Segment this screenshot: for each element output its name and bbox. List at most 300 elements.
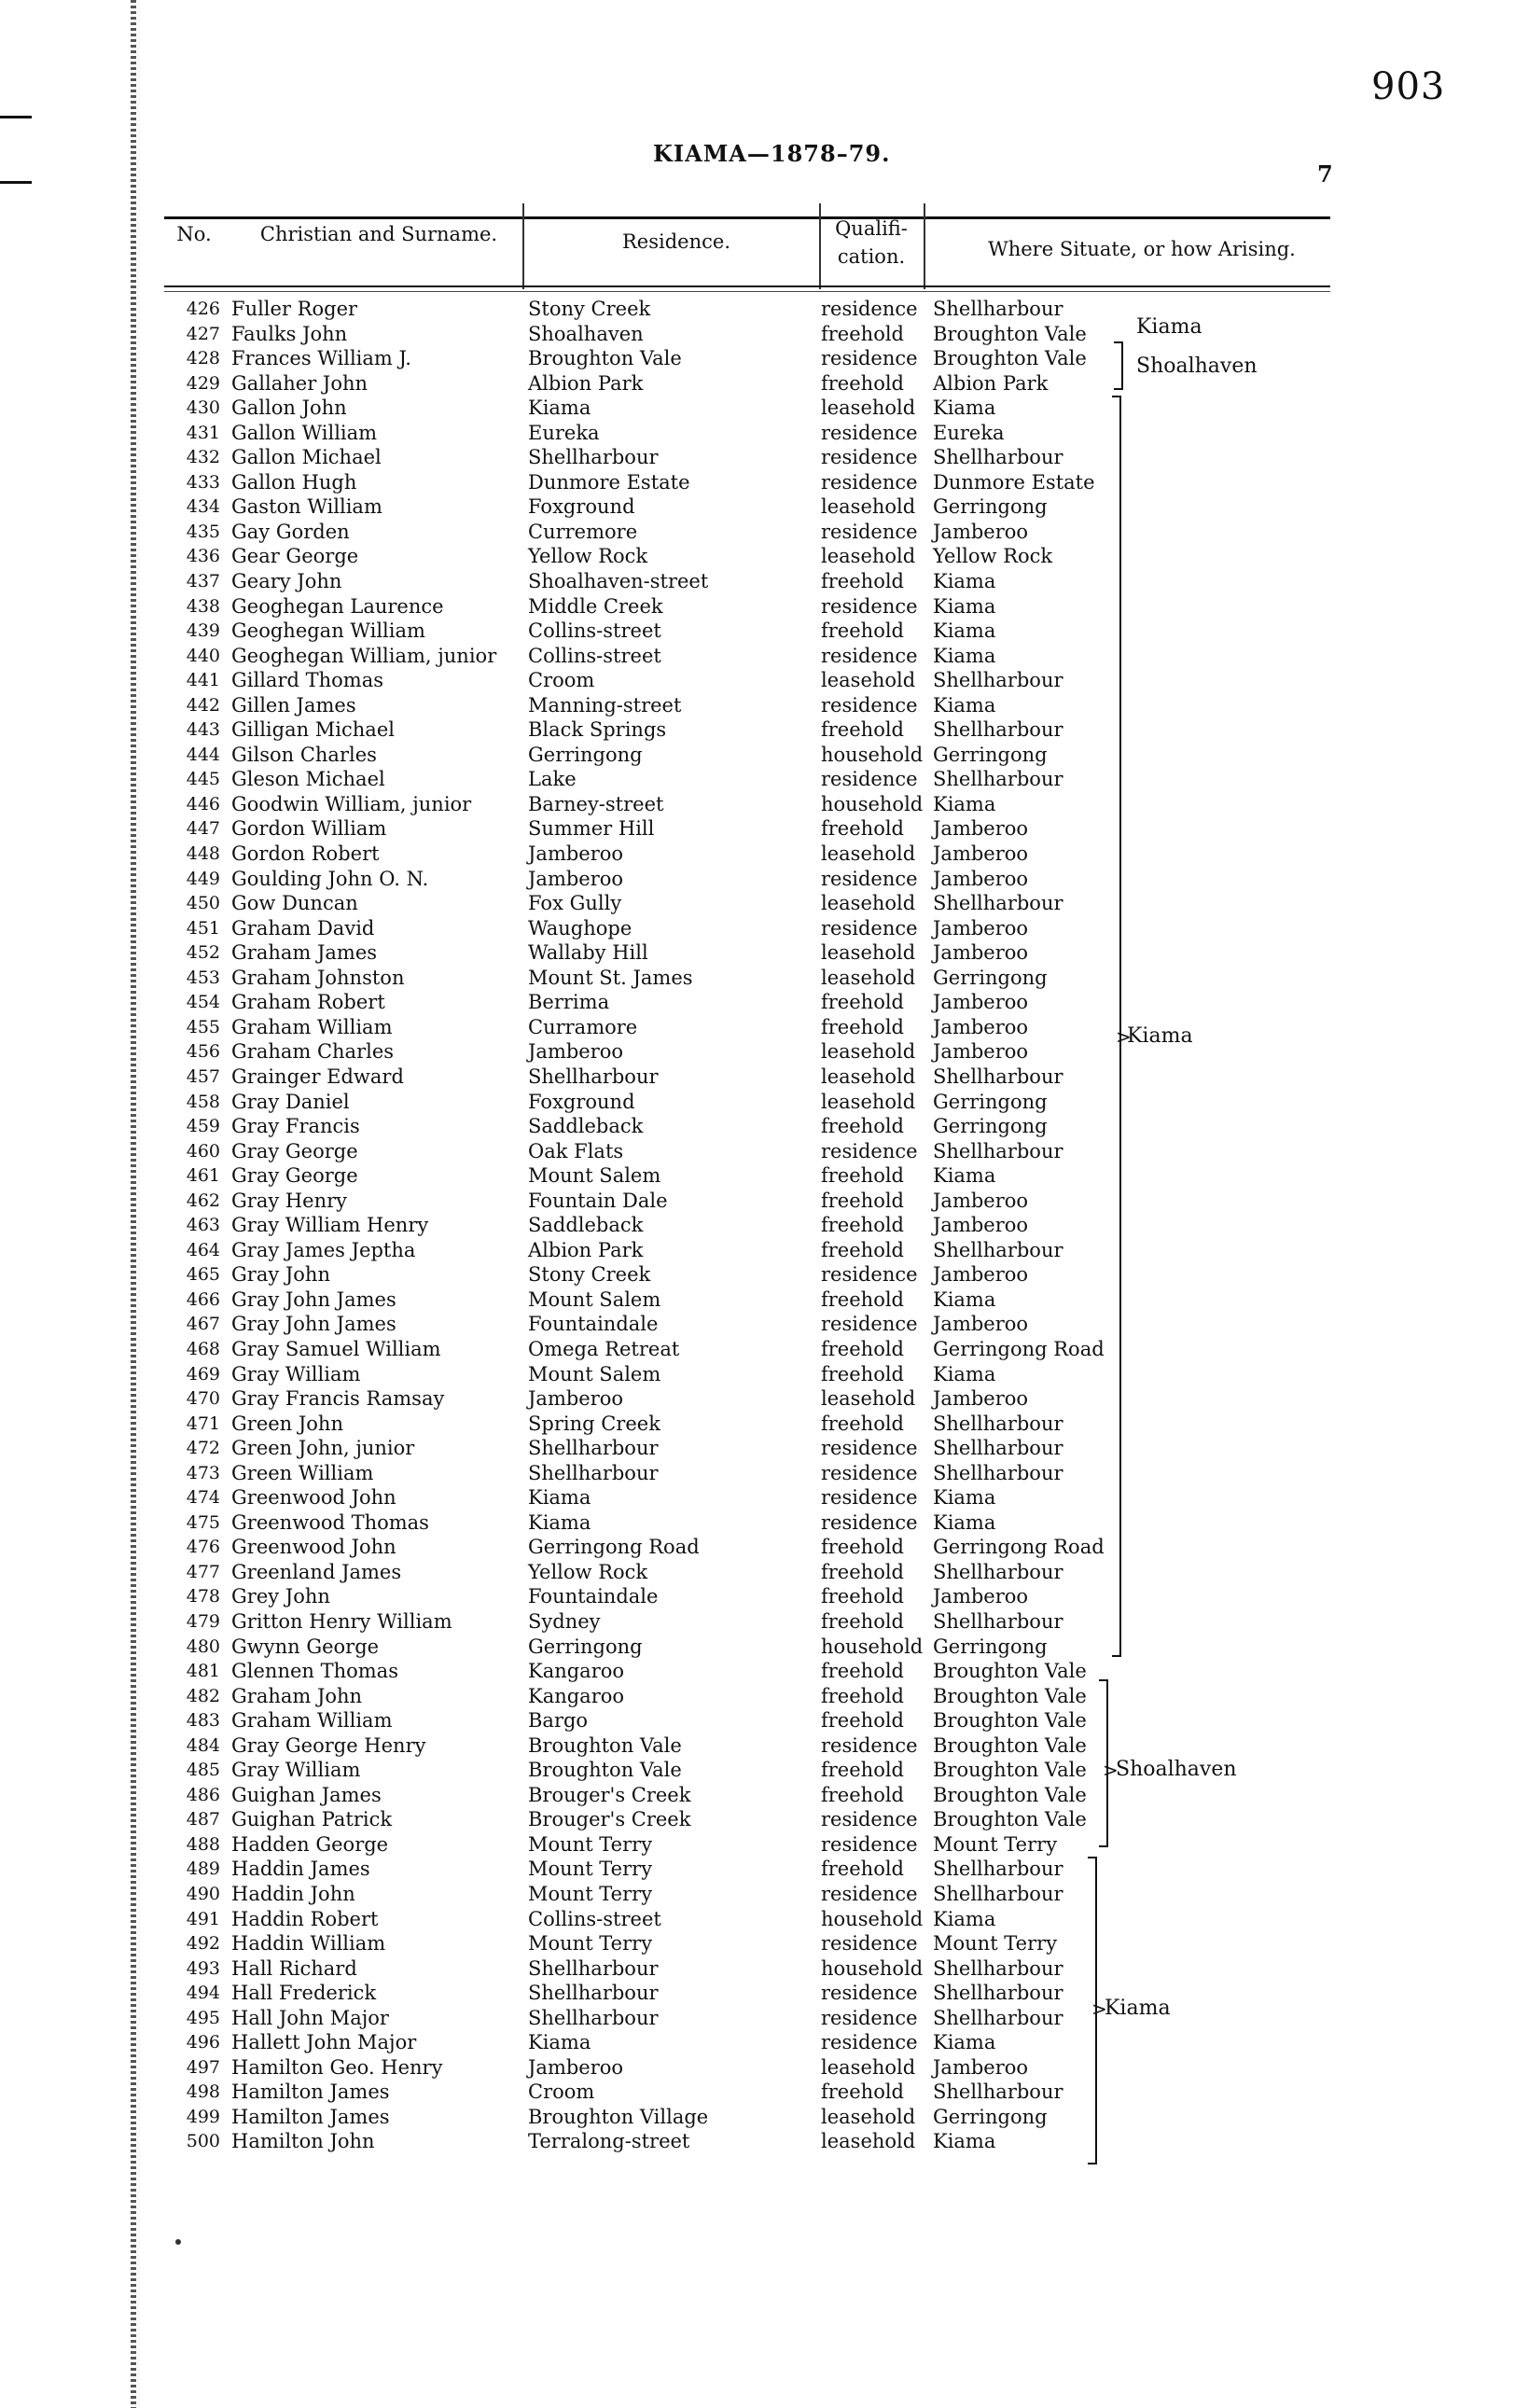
elector-residence: Saddleback (528, 1115, 644, 1138)
margin-mark (0, 116, 32, 118)
elector-number: 432 (186, 447, 220, 468)
elector-where-situate: Jamberoo (933, 2055, 1029, 2079)
elector-where-situate: Jamberoo (933, 1387, 1029, 1411)
elector-number: 464 (186, 1239, 220, 1260)
table-row (0, 371, 1515, 397)
elector-qualification: freehold (821, 1164, 904, 1188)
table-row (0, 842, 1515, 867)
table-row (0, 396, 1515, 421)
elector-name: Hall Richard (231, 1956, 357, 1980)
elector-name: Gray George (231, 1164, 358, 1188)
elector-number: 431 (186, 422, 220, 443)
elector-number: 474 (186, 1487, 220, 1509)
elector-name: Gillard Thomas (231, 669, 383, 692)
elector-where-situate: Shellharbour (933, 1883, 1063, 1905)
elector-residence: Jamberoo (528, 1387, 624, 1411)
elector-number: 469 (186, 1363, 220, 1385)
elector-residence: Sydney (528, 1609, 601, 1633)
elector-residence: Manning-street (528, 693, 682, 717)
table-row (0, 1807, 1515, 1832)
elector-name: Gillen James (231, 693, 356, 717)
elector-name: Geoghegan William (231, 619, 425, 643)
header-qualification-1: Qualifi- (835, 217, 908, 240)
table-row (0, 1708, 1515, 1733)
elector-qualification: freehold (821, 1684, 904, 1707)
elector-number: 496 (186, 2032, 220, 2053)
elector-number: 466 (186, 1288, 220, 1310)
elector-where-situate: Kiama (933, 1907, 996, 1930)
elector-residence: Brouger's Creek (528, 1808, 691, 1831)
elector-qualification: freehold (821, 1337, 904, 1360)
elector-residence: Yellow Rock (528, 1560, 648, 1583)
district-brace-top (1099, 1679, 1107, 1681)
table-row (0, 1684, 1515, 1709)
elector-number: 437 (186, 571, 220, 592)
elector-residence: Mount Salem (528, 1164, 661, 1188)
elector-name: Gritton Henry William (231, 1609, 452, 1633)
elector-residence: Albion Park (528, 1238, 644, 1261)
elector-qualification: residence (821, 470, 918, 494)
elector-residence: Bargo (528, 1709, 589, 1733)
elector-qualification: freehold (821, 1759, 904, 1782)
header-where: Where Situate, or how Arising. (988, 238, 1296, 260)
elector-number: 497 (186, 2056, 220, 2078)
elector-qualification: residence (821, 768, 918, 791)
elector-table (0, 297, 1515, 2154)
elector-name: Geary John (231, 570, 342, 593)
elector-qualification: freehold (821, 1115, 904, 1138)
elector-residence: Foxground (528, 1090, 635, 1113)
table-row (0, 717, 1515, 743)
elector-where-situate: Mount Terry (933, 1832, 1058, 1856)
elector-number: 471 (186, 1413, 220, 1434)
elector-name: Gray Samuel William (231, 1337, 441, 1360)
elector-qualification: leasehold (821, 892, 916, 915)
elector-qualification: leasehold (821, 1387, 916, 1411)
elector-residence: Shellharbour (528, 1065, 659, 1088)
table-row (0, 1362, 1515, 1387)
header-rule-bottom-thin (164, 291, 1330, 292)
elector-where-situate: Shellharbour (933, 1956, 1063, 1980)
elector-residence: Broughton Vale (528, 1759, 682, 1782)
elector-residence: Summer Hill (528, 817, 655, 841)
elector-residence: Jamberoo (528, 2055, 624, 2079)
table-row (0, 990, 1515, 1015)
margin-mark (0, 181, 32, 184)
elector-where-situate: Gerringong (933, 743, 1048, 766)
elector-number: 460 (186, 1140, 220, 1162)
table-row (0, 2030, 1515, 2055)
elector-name: Glennen Thomas (231, 1660, 398, 1683)
table-row (0, 891, 1515, 916)
elector-number: 457 (186, 1065, 220, 1087)
elector-residence: Shoalhaven (528, 322, 644, 345)
elector-where-situate: Broughton Vale (933, 1759, 1087, 1782)
elector-name: Gray Francis Ramsay (231, 1387, 445, 1411)
elector-qualification: residence (821, 347, 918, 370)
elector-qualification: residence (821, 1932, 918, 1956)
elector-qualification: leasehold (821, 2105, 916, 2128)
elector-number: 476 (186, 1537, 220, 1558)
elector-qualification: residence (821, 1263, 918, 1287)
elector-residence: Oak Flats (528, 1139, 624, 1162)
elector-residence: Barney-street (528, 792, 664, 815)
elector-number: 455 (186, 1016, 220, 1037)
table-row (0, 1931, 1515, 1956)
table-row (0, 544, 1515, 569)
elector-qualification: residence (821, 298, 918, 320)
elector-residence: Shellharbour (528, 1956, 659, 1980)
elector-name: Gray Henry (231, 1189, 348, 1212)
elector-name: Hamilton James (231, 2105, 390, 2128)
elector-where-situate: Kiama (933, 2031, 996, 2054)
elector-residence: Mount Terry (528, 1832, 653, 1856)
elector-number: 451 (186, 917, 220, 939)
header-rule-bottom (164, 285, 1330, 287)
elector-residence: Omega Retreat (528, 1337, 680, 1360)
elector-number: 470 (186, 1388, 220, 1410)
elector-residence: Mount Salem (528, 1362, 661, 1385)
elector-number: 427 (186, 323, 220, 344)
elector-qualification: leasehold (821, 1065, 916, 1088)
elector-number: 452 (186, 942, 220, 964)
elector-name: Gear George (231, 545, 359, 568)
elector-number: 477 (186, 1561, 220, 1582)
elector-where-situate: Shellharbour (933, 298, 1063, 320)
elector-qualification: residence (821, 1461, 918, 1484)
elector-where-situate: Shellharbour (933, 1609, 1063, 1633)
elector-qualification: freehold (821, 570, 904, 593)
elector-number: 445 (186, 769, 220, 790)
elector-number: 458 (186, 1091, 220, 1112)
elector-name: Haddin William (231, 1932, 386, 1956)
elector-name: Gallon Hugh (231, 470, 357, 494)
elector-residence: Gerringong Road (528, 1536, 700, 1559)
table-row (0, 1758, 1515, 1783)
elector-name: Greenwood John (231, 1536, 396, 1559)
elector-residence: Jamberoo (528, 842, 624, 866)
elector-qualification: freehold (821, 1189, 904, 1212)
table-row (0, 1510, 1515, 1536)
elector-where-situate: Shellharbour (933, 1437, 1063, 1460)
elector-name: Guighan Patrick (231, 1808, 393, 1831)
district-label: Kiama (1105, 1997, 1171, 2020)
elector-qualification: freehold (821, 1709, 904, 1733)
elector-where-situate: Kiama (933, 594, 996, 618)
elector-where-situate: Kiama (933, 2130, 996, 2153)
elector-qualification: freehold (821, 619, 904, 643)
elector-qualification: residence (821, 867, 918, 890)
elector-where-situate: Kiama (933, 397, 996, 420)
table-row (0, 940, 1515, 966)
elector-qualification: leasehold (821, 966, 916, 989)
elector-residence: Black Springs (528, 718, 667, 742)
elector-name: Haddin John (231, 1883, 355, 1905)
header-residence: Residence. (622, 230, 730, 253)
elector-residence: Berrima (528, 991, 610, 1014)
elector-where-situate: Kiama (933, 1510, 996, 1534)
elector-name: Gray John (231, 1263, 330, 1287)
elector-qualification: freehold (821, 1412, 904, 1435)
elector-residence: Dunmore Estate (528, 470, 690, 494)
table-row (0, 1560, 1515, 1585)
elector-number: 456 (186, 1041, 220, 1063)
elector-where-situate: Kiama (933, 1288, 996, 1311)
table-row (0, 1238, 1515, 1263)
table-row (0, 2006, 1515, 2031)
elector-qualification: leasehold (821, 669, 916, 692)
elector-qualification: freehold (821, 1288, 904, 1311)
elector-qualification: freehold (821, 1660, 904, 1683)
elector-name: Graham Johnston (231, 966, 405, 989)
table-row (0, 2080, 1515, 2105)
elector-number: 472 (186, 1438, 220, 1459)
elector-qualification: residence (821, 1832, 918, 1856)
elector-where-situate: Shellharbour (933, 446, 1063, 469)
elector-number: 438 (186, 595, 220, 617)
elector-name: Graham William (231, 1709, 393, 1733)
elector-name: Hall Frederick (231, 1982, 377, 2005)
elector-number: 480 (186, 1635, 220, 1657)
elector-name: Gaston William (231, 495, 382, 519)
table-row (0, 966, 1515, 991)
district-brace (1121, 341, 1123, 390)
elector-qualification: leasehold (821, 397, 916, 420)
elector-number: 426 (186, 299, 220, 319)
elector-name: Grey John (231, 1585, 330, 1608)
elector-residence: Spring Creek (528, 1412, 660, 1435)
brace-point-icon: > (1116, 1025, 1132, 1048)
elector-name: Gallon John (231, 397, 347, 420)
table-row (0, 1832, 1515, 1858)
elector-number: 429 (186, 372, 220, 394)
elector-residence: Yellow Rock (528, 545, 648, 568)
table-row (0, 816, 1515, 842)
elector-where-situate: Kiama (933, 1362, 996, 1385)
table-row (0, 520, 1515, 545)
elector-name: Greenland James (231, 1560, 402, 1583)
district-label: Shoalhaven (1116, 1758, 1237, 1781)
elector-where-situate: Jamberoo (933, 1585, 1029, 1608)
table-row (0, 1609, 1515, 1635)
elector-number: 475 (186, 1511, 220, 1533)
elector-name: Green John (231, 1412, 343, 1435)
elector-residence: Collins-street (528, 1907, 661, 1930)
table-row (0, 1015, 1515, 1040)
elector-name: Gray Francis (231, 1115, 360, 1138)
elector-where-situate: Shellharbour (933, 1238, 1063, 1261)
elector-qualification: residence (821, 1139, 918, 1162)
elector-residence: Fox Gully (528, 892, 622, 915)
elector-residence: Wallaby Hill (528, 941, 648, 965)
elector-name: Hamilton John (231, 2130, 375, 2153)
elector-residence: Saddleback (528, 1214, 644, 1237)
elector-number: 441 (186, 670, 220, 691)
elector-qualification: residence (821, 2031, 918, 2054)
elector-number: 436 (186, 546, 220, 567)
elector-where-situate: Jamberoo (933, 1015, 1029, 1038)
elector-where-situate: Gerringong (933, 1115, 1048, 1138)
elector-where-situate: Jamberoo (933, 520, 1029, 543)
table-row (0, 1412, 1515, 1437)
elector-where-situate: Shellharbour (933, 669, 1063, 692)
elector-where-situate: Jamberoo (933, 1214, 1029, 1237)
elector-where-situate: Gerringong (933, 1635, 1048, 1658)
elector-number: 487 (186, 1809, 220, 1830)
elector-residence: Broughton Vale (528, 347, 682, 370)
table-row (0, 297, 1515, 322)
district-brace-bottom (1114, 388, 1122, 390)
elector-number: 463 (186, 1215, 220, 1236)
elector-number: 479 (186, 1610, 220, 1632)
elector-number: 482 (186, 1685, 220, 1706)
district-brace-top (1112, 396, 1120, 397)
elector-name: Graham James (231, 941, 378, 965)
elector-residence: Fountaindale (528, 1585, 659, 1608)
elector-qualification: residence (821, 421, 918, 444)
elector-qualification: residence (821, 644, 918, 667)
elector-qualification: household (821, 1907, 924, 1930)
elector-residence: Mount St. James (528, 966, 693, 989)
elector-number: 493 (186, 1957, 220, 1979)
elector-name: Geoghegan William, junior (231, 644, 497, 667)
elector-residence: Brouger's Creek (528, 1783, 691, 1806)
elector-where-situate: Jamberoo (933, 1040, 1029, 1064)
elector-residence: Jamberoo (528, 867, 624, 890)
elector-where-situate: Gerringong Road (933, 1536, 1105, 1559)
elector-name: Geoghegan Laurence (231, 594, 444, 618)
elector-qualification: household (821, 792, 924, 815)
elector-qualification: freehold (821, 1536, 904, 1559)
elector-where-situate: Gerringong (933, 2105, 1048, 2128)
elector-number: 447 (186, 818, 220, 840)
elector-qualification: residence (821, 594, 918, 618)
table-row (0, 1461, 1515, 1486)
elector-residence: Eureka (528, 421, 600, 444)
elector-where-situate: Shellharbour (933, 2081, 1063, 2104)
elector-where-situate: Kiama (933, 570, 996, 593)
elector-number: 489 (186, 1858, 220, 1880)
elector-number: 450 (186, 893, 220, 914)
elector-residence: Curremore (528, 520, 638, 543)
elector-number: 440 (186, 645, 220, 666)
elector-where-situate: Mount Terry (933, 1932, 1058, 1956)
elector-number: 442 (186, 694, 220, 716)
elector-number: 428 (186, 348, 220, 369)
elector-qualification: residence (821, 916, 918, 940)
elector-name: Faulks John (231, 322, 348, 345)
elector-qualification: freehold (821, 991, 904, 1014)
elector-qualification: freehold (821, 1015, 904, 1038)
elector-number: 495 (186, 2007, 220, 2028)
elector-number: 462 (186, 1190, 220, 1211)
elector-number: 488 (186, 1833, 220, 1855)
elector-qualification: freehold (821, 1214, 904, 1237)
elector-name: Gallon Michael (231, 446, 382, 469)
elector-residence: Shellharbour (528, 1982, 659, 2005)
elector-name: Graham John (231, 1684, 363, 1707)
elector-residence: Croom (528, 2081, 595, 2104)
header-no: No. (176, 223, 212, 245)
elector-qualification: residence (821, 1486, 918, 1510)
page-title: KIAMA—1878–79. (653, 140, 891, 167)
elector-name: Gow Duncan (231, 892, 358, 915)
table-row (0, 1882, 1515, 1907)
elector-number: 435 (186, 521, 220, 542)
elector-where-situate: Broughton Vale (933, 1660, 1087, 1683)
district-label: Shoalhaven (1136, 355, 1258, 378)
elector-residence: Collins-street (528, 619, 661, 643)
elector-where-situate: Shellharbour (933, 1461, 1063, 1484)
elector-name: Gordon William (231, 817, 387, 841)
elector-name: Gray William Henry (231, 1214, 429, 1237)
elector-name: Graham Robert (231, 991, 385, 1014)
table-row (0, 767, 1515, 792)
elector-qualification: residence (821, 693, 918, 717)
brace-point-icon: > (1103, 1759, 1119, 1781)
table-row (0, 346, 1515, 371)
elector-number: 461 (186, 1165, 220, 1187)
elector-name: Green William (231, 1461, 374, 1484)
elector-residence: Collins-street (528, 644, 661, 667)
elector-name: Guighan James (231, 1783, 382, 1806)
elector-where-situate: Kiama (933, 619, 996, 643)
elector-number: 478 (186, 1586, 220, 1608)
elector-name: Gray Daniel (231, 1090, 350, 1113)
elector-where-situate: Broughton Vale (933, 347, 1087, 370)
table-row (0, 2129, 1515, 2154)
elector-where-situate: Jamberoo (933, 1313, 1029, 1336)
elector-residence: Shellharbour (528, 2006, 659, 2029)
page-number: 903 (1371, 65, 1446, 108)
elector-number: 467 (186, 1314, 220, 1335)
district-brace-bottom (1088, 2163, 1096, 2164)
elector-where-situate: Kiama (933, 644, 996, 667)
table-row (0, 1189, 1515, 1214)
elector-residence: Mount Terry (528, 1883, 653, 1905)
elector-number: 491 (186, 1908, 220, 1929)
header-name: Christian and Surname. (259, 223, 498, 245)
elector-number: 443 (186, 719, 220, 741)
table-row (0, 1635, 1515, 1660)
elector-number: 430 (186, 397, 220, 419)
elector-name: Gallon William (231, 421, 378, 444)
elector-qualification: leasehold (821, 2055, 916, 2079)
elector-where-situate: Jamberoo (933, 941, 1029, 965)
elector-qualification: residence (821, 1510, 918, 1534)
elector-where-situate: Jamberoo (933, 867, 1029, 890)
table-row (0, 1857, 1515, 1882)
elector-qualification: freehold (821, 817, 904, 841)
elector-name: Fuller Roger (231, 298, 358, 320)
elector-number: 454 (186, 992, 220, 1013)
elector-qualification: household (821, 1635, 924, 1658)
elector-number: 498 (186, 2081, 220, 2103)
elector-qualification: leasehold (821, 941, 916, 965)
elector-qualification: freehold (821, 1560, 904, 1583)
elector-where-situate: Jamberoo (933, 916, 1029, 940)
elector-number: 468 (186, 1338, 220, 1359)
district-brace-bottom (1112, 1655, 1120, 1657)
elector-number: 490 (186, 1884, 220, 1904)
elector-where-situate: Jamberoo (933, 842, 1029, 866)
elector-number: 448 (186, 843, 220, 865)
elector-name: Gay Gorden (231, 520, 350, 543)
elector-qualification: freehold (821, 371, 904, 395)
elector-qualification: leasehold (821, 2130, 916, 2153)
table-row (0, 1039, 1515, 1065)
elector-name: Gwynn George (231, 1635, 380, 1658)
